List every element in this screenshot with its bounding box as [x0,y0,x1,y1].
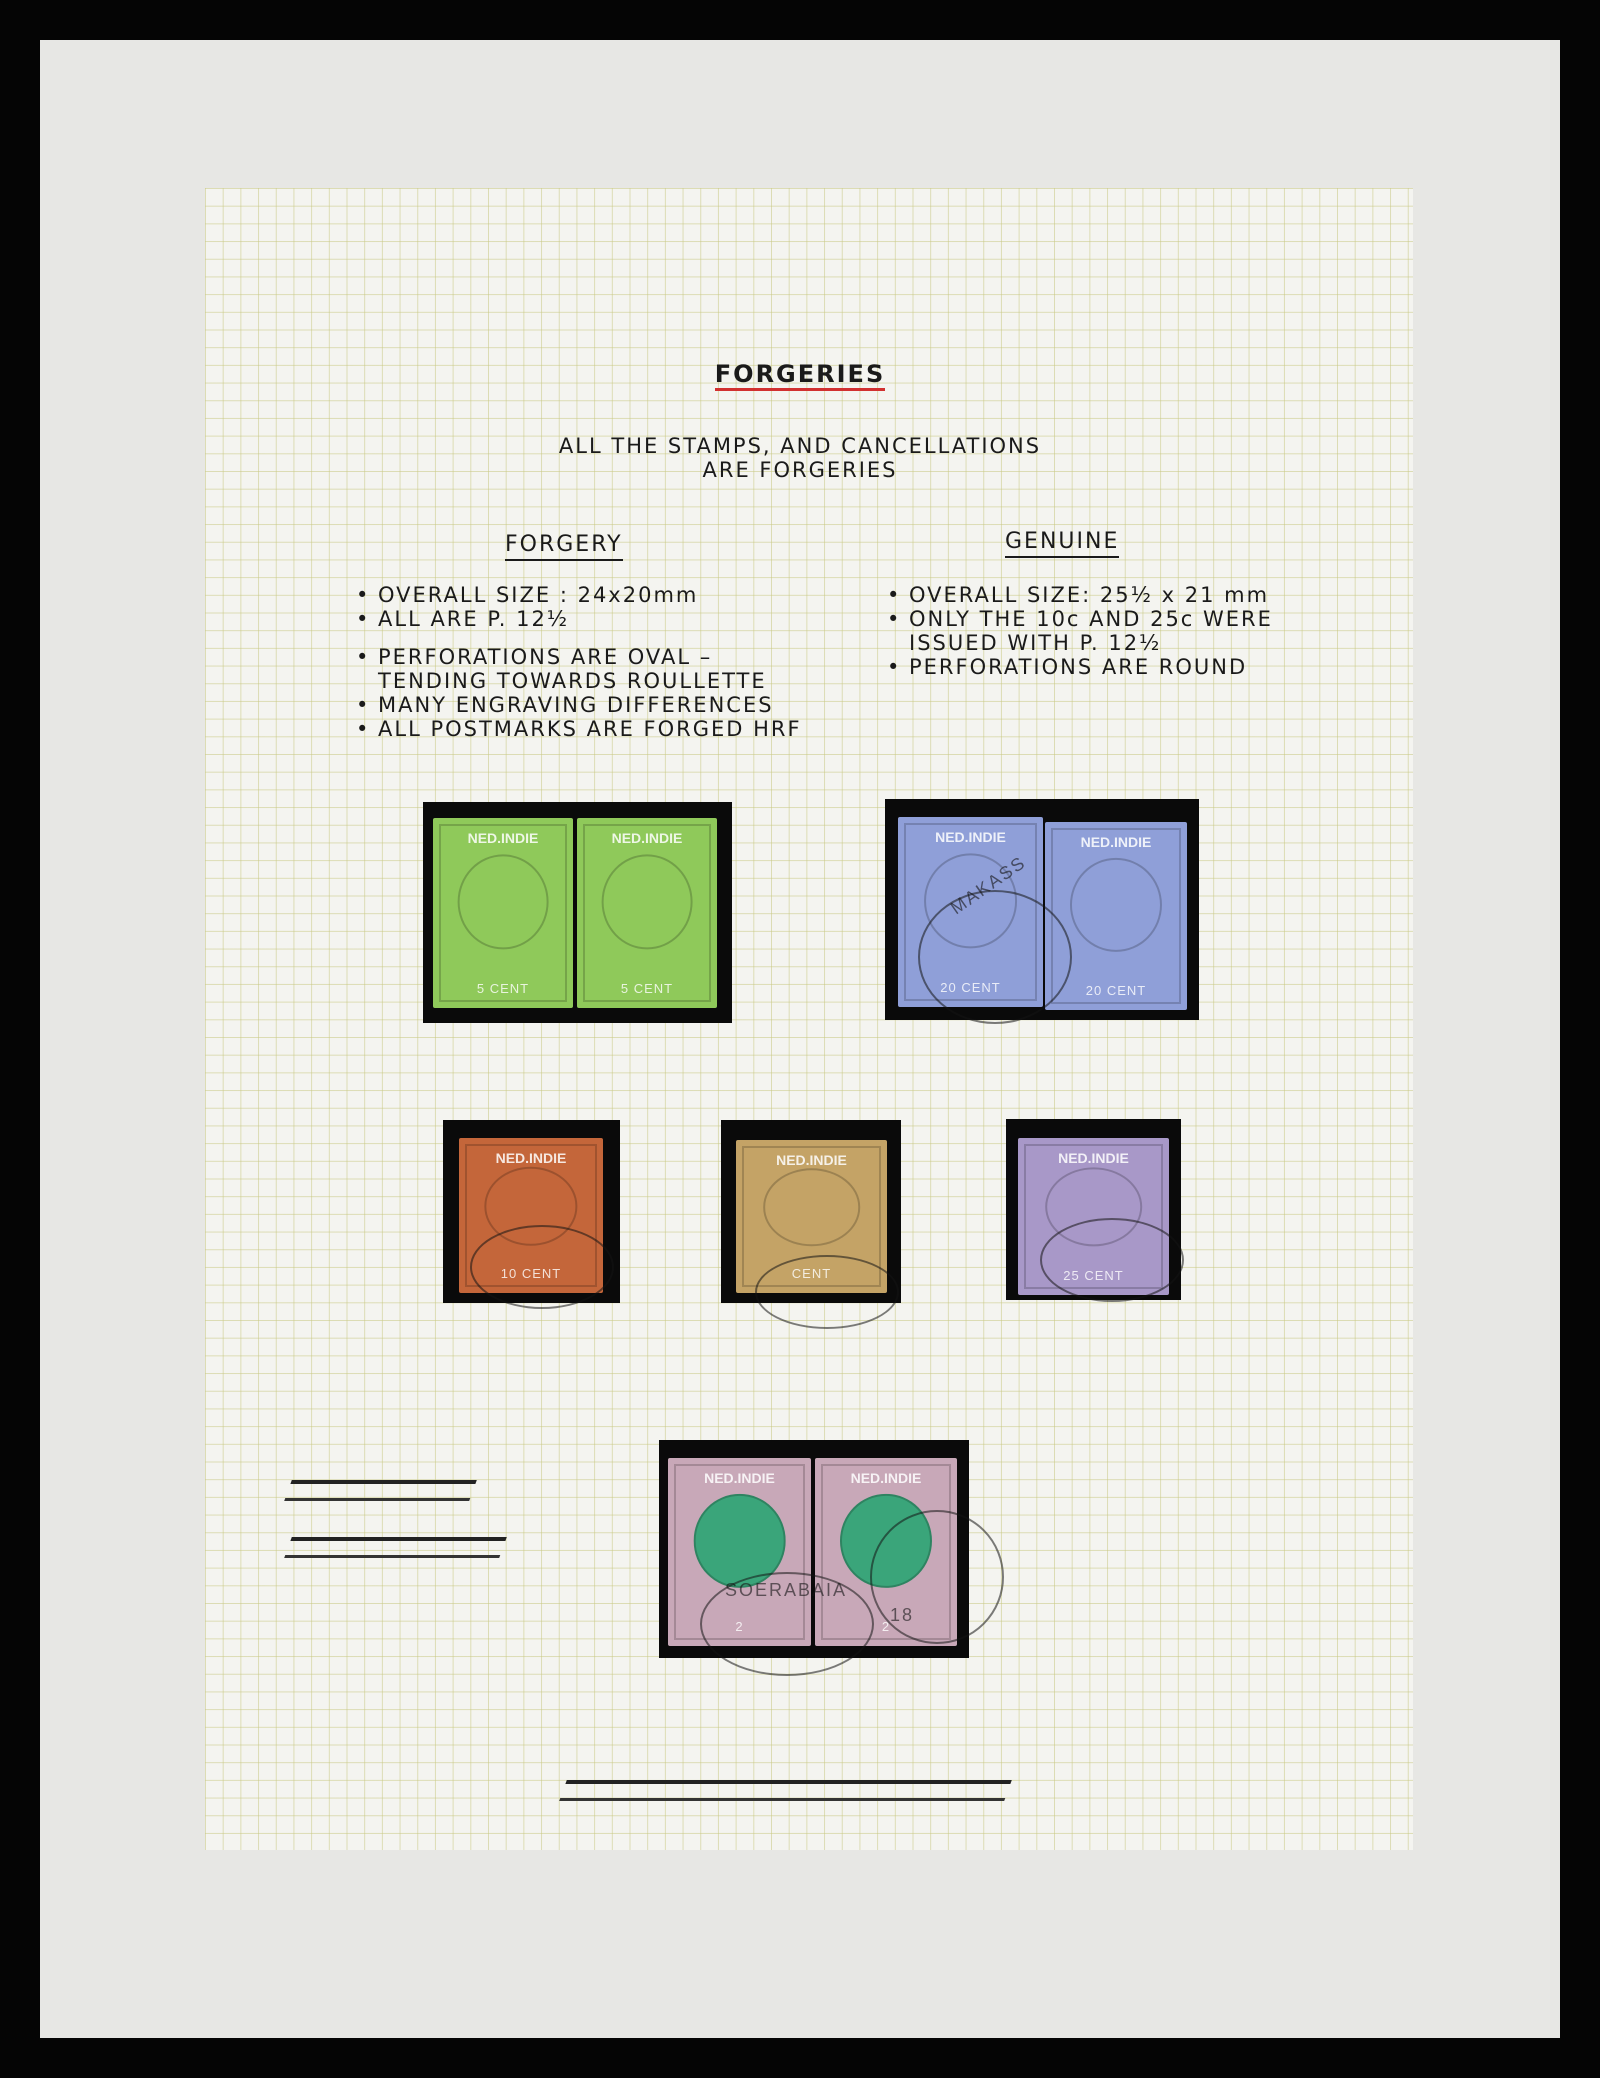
genuine-point: • PERFORATIONS ARE ROUND [885,655,1355,679]
genuine-heading: GENUINE [1005,530,1119,558]
stamp-country: NED.INDIE [704,1470,775,1486]
stamp-value: 20 CENT [1085,983,1147,998]
stamp-value: 25 CENT [1063,1268,1124,1283]
stamp-value: 10 CENT [500,1266,562,1281]
stamp-value: 2 [735,1619,744,1634]
genuine-point-cont: ISSUED WITH P. 12½ [909,631,1162,655]
stamp-green [433,818,573,1008]
forgery-points [354,583,874,741]
genuine-point: • ONLY THE 10c AND 25c WERE ISSUED WITH P. 12½ [885,607,1355,655]
postmark [918,890,1072,1024]
stamp-country: NED.INDIE [495,1150,567,1166]
forgery-point: • OVERALL SIZE : 24x20mm [354,583,874,607]
stamp-country: NED.INDIE [776,1152,847,1168]
subtitle: ALL THE STAMPS, AND CANCELLATIONS ARE FORGERIES [558,434,1042,482]
postmark-date: 18 [890,1605,915,1625]
forgery-point-cont: TENDING TOWARDS ROULLETTE [378,669,767,693]
genuine-point: • OVERALL SIZE: 25½ x 21 mm [885,583,1355,607]
stamp-country: NED.INDIE [1058,1150,1129,1166]
portrait-oval [602,854,693,949]
page-title: FORGERIES [0,362,1600,391]
scribbled-out-note [559,1780,1012,1801]
portrait-oval [1070,858,1162,952]
stamp-country: NED.INDIE [467,830,539,846]
postmark [470,1225,614,1309]
stamp-value: 5 CENT [476,981,530,996]
scribbled-out-note [284,1480,477,1501]
stamp-value: 2 [881,1619,891,1634]
postmark-text: MAKASS [946,851,1030,919]
stamp-value: 20 CENT [940,980,1001,995]
portrait-oval [763,1169,861,1246]
forgery-point: • MANY ENGRAVING DIFFERENCES [354,693,874,717]
stamp-country: NED.INDIE [935,829,1006,845]
stamp-country: NED.INDIE [850,1470,922,1486]
postmark [755,1255,899,1329]
forgery-heading: FORGERY [505,533,623,561]
forgery-point: • PERFORATIONS ARE OVAL – TENDING TOWARDS ROULLETTE [354,645,874,693]
genuine-points [885,583,1355,679]
forgery-point: • ALL POSTMARKS ARE FORGED HRF [354,717,874,741]
scribbled-out-note [284,1537,507,1558]
postmark [1040,1218,1184,1302]
portrait-oval [458,854,549,949]
stamp-green [577,818,717,1008]
stamp-value: CENT [791,1266,832,1281]
postmark-text: SOERABAIA [725,1580,848,1600]
stamp-country: NED.INDIE [1080,834,1152,850]
stamp-value: 5 CENT [620,981,674,996]
forgery-point: • ALL ARE P. 12½ [354,607,874,631]
stamp-country: NED.INDIE [611,830,683,846]
